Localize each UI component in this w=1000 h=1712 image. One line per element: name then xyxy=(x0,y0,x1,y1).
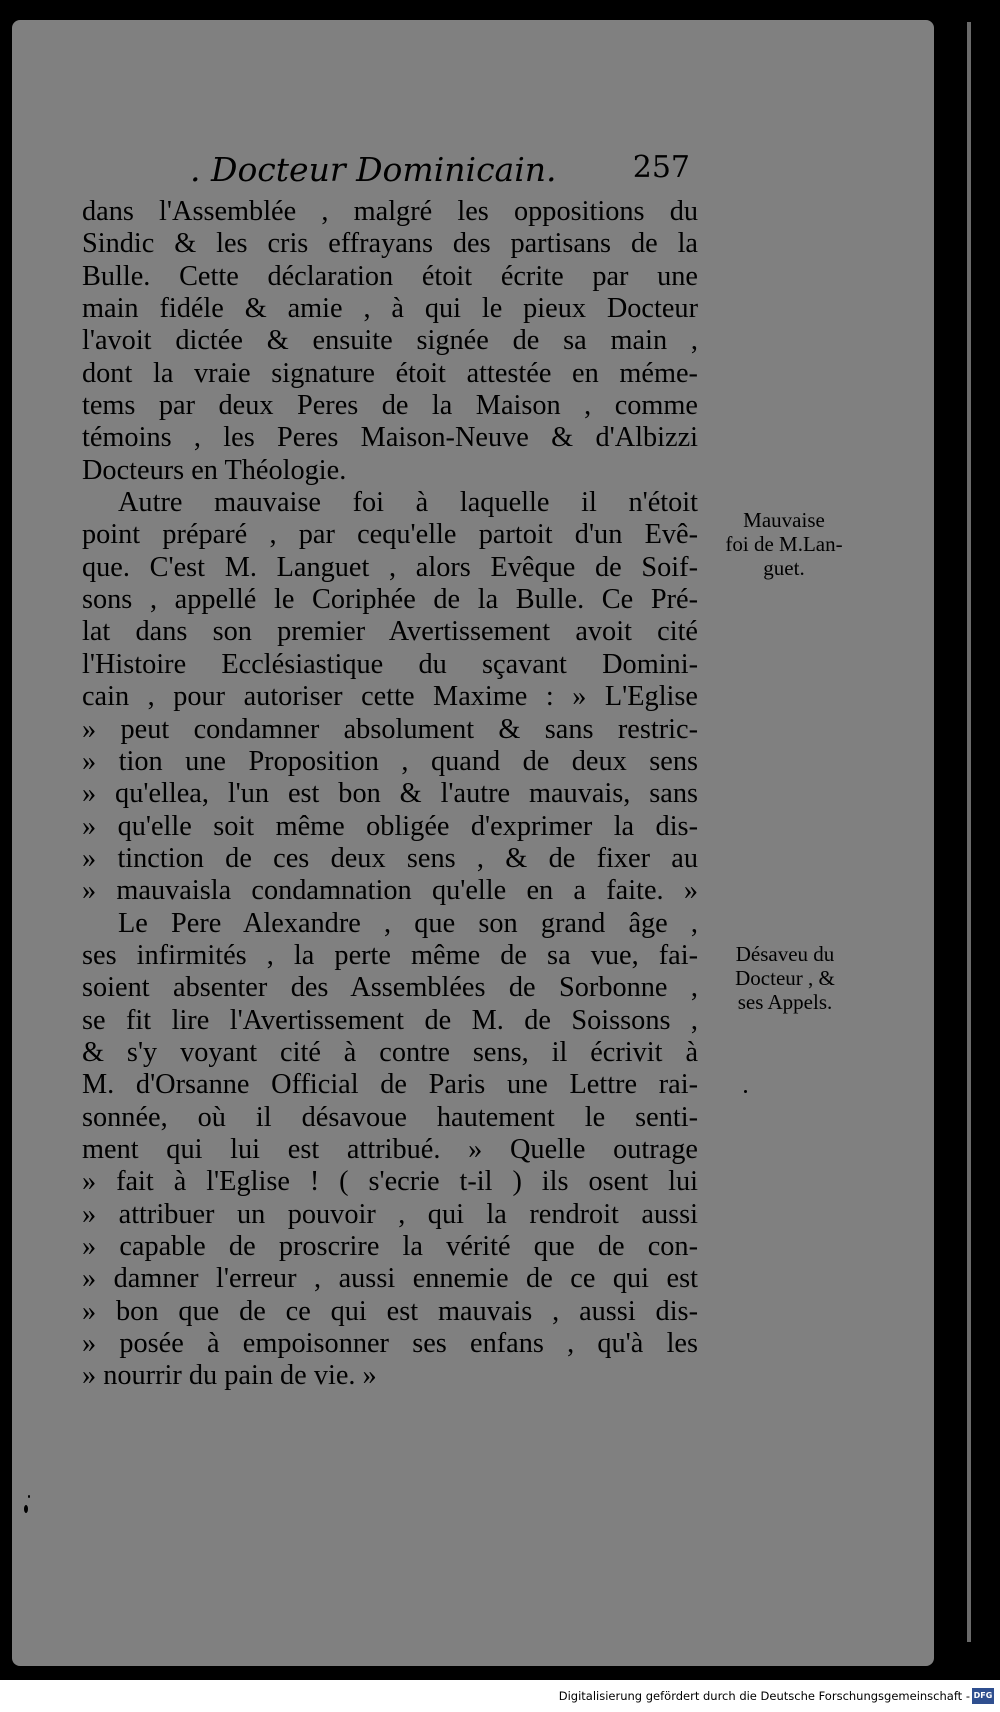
text-line: » damner l'erreur , aussi ennemie de ce qui est xyxy=(82,1263,698,1295)
page-header xyxy=(190,150,690,200)
text-line: » posée à empoisonner ses enfans , qu'à les xyxy=(82,1328,698,1360)
text-line: Docteurs en Théologie. xyxy=(82,454,347,486)
text-line: » bon que de ce qui est mauvais , aussi dis- xyxy=(82,1295,698,1327)
text-line: tems par deux Peres de la Maison , comme xyxy=(82,390,698,422)
text-line: l'Histoire Ecclésiastique du sçavant Domini- xyxy=(82,648,698,680)
text-line: point préparé , par cequ'elle partoit d'un Evê- xyxy=(82,519,698,551)
text-line: » attribuer un pouvoir , qui la rendroit aussi xyxy=(82,1198,698,1230)
text-line: » qu'ellea, l'un est bon & l'autre mauvais, sans xyxy=(82,778,698,810)
text-line: ment qui lui est attribué. » Quelle outrage xyxy=(82,1133,698,1165)
text-line: M. d'Orsanne Official de Paris une Lettre rai- xyxy=(82,1069,698,1101)
text-line: témoins , les Peres Maison-Neuve & d'Albizzi xyxy=(82,422,698,454)
dfg-logo: DFG xyxy=(972,1688,994,1704)
margin-note-line: foi de M.Lan- xyxy=(725,532,843,556)
text-line: dont la vraie signature étoit attestée en méme- xyxy=(82,357,698,389)
text-line: » peut condamner absolument & sans restric- xyxy=(82,713,698,745)
text-line: cain , pour autoriser cette Maxime : » L'Eglise xyxy=(82,681,698,713)
funding-credit: Digitalisierung gefördert durch die Deutsche Forschungsgemeinschaft - xyxy=(558,1689,970,1703)
text-line: que. C'est M. Languet , alors Evêque de Soif- xyxy=(82,551,698,583)
text-line: » mauvaisla condamnation qu'elle en a faite. » xyxy=(82,875,698,907)
text-line: » tinction de ces deux sens , & de fixer au xyxy=(82,842,698,874)
text-line: » capable de proscrire la vérité que de con- xyxy=(82,1231,698,1262)
page-number: 257 xyxy=(632,150,690,185)
text-line: » fait à l'Eglise ! ( s'ecrie t-il ) ils osent lui xyxy=(82,1166,698,1198)
text-line: soient absenter des Assemblées de Sorbonne , xyxy=(82,972,698,1004)
text-line: dans l'Assemblée , malgré les oppositions du xyxy=(82,196,698,227)
margin-note xyxy=(710,508,858,580)
text-line: Sindic & les cris effrayans des partisans de la xyxy=(82,228,698,260)
page-edge-shadow xyxy=(967,22,971,1642)
scan-speck xyxy=(744,1090,747,1093)
text-line: » tion une Proposition , quand de deux sens xyxy=(82,745,698,777)
text-line: sonnée, où il désavoue hautement le senti- xyxy=(82,1101,698,1133)
text-line: Autre mauvaise foi à laquelle il n'étoit xyxy=(118,487,698,519)
digitization-footer xyxy=(0,1680,1000,1712)
margin-note xyxy=(705,942,865,1014)
scan-speck xyxy=(28,1495,30,1498)
text-line: ses infirmités , la perte même de sa vue, fai- xyxy=(82,939,698,971)
body-text xyxy=(82,196,698,1393)
margin-note-line: Mauvaise xyxy=(743,508,825,532)
text-line: lat dans son premier Avertissement avoit cité xyxy=(82,616,698,648)
margin-note-line: guet. xyxy=(763,556,805,580)
margin-note-line: Désaveu du xyxy=(735,942,835,966)
text-line: » nourrir du pain de vie. » xyxy=(82,1360,377,1392)
text-line: se fit lire l'Avertissement de M. de Soissons , xyxy=(82,1004,698,1036)
text-line: Bulle. Cette déclaration étoit écrite par une xyxy=(82,260,698,292)
running-title: . Docteur Dominicain. xyxy=(190,150,557,189)
text-line: Le Pere Alexandre , que son grand âge , xyxy=(118,907,698,939)
text-line: & s'y voyant cité à contre sens, il écrivit à xyxy=(82,1036,698,1068)
text-line: l'avoit dictée & ensuite signée de sa main , xyxy=(82,325,698,357)
text-line: sons , appellé le Coriphée de la Bulle. Ce Pré- xyxy=(82,584,698,616)
text-line: » qu'elle soit même obligée d'exprimer la dis- xyxy=(82,810,698,842)
text-line: main fidéle & amie , à qui le pieux Docteur xyxy=(82,293,698,325)
margin-note-line: Docteur , & xyxy=(735,966,835,990)
margin-note-line: ses Appels. xyxy=(737,990,833,1014)
scan-speck xyxy=(24,1505,28,1513)
